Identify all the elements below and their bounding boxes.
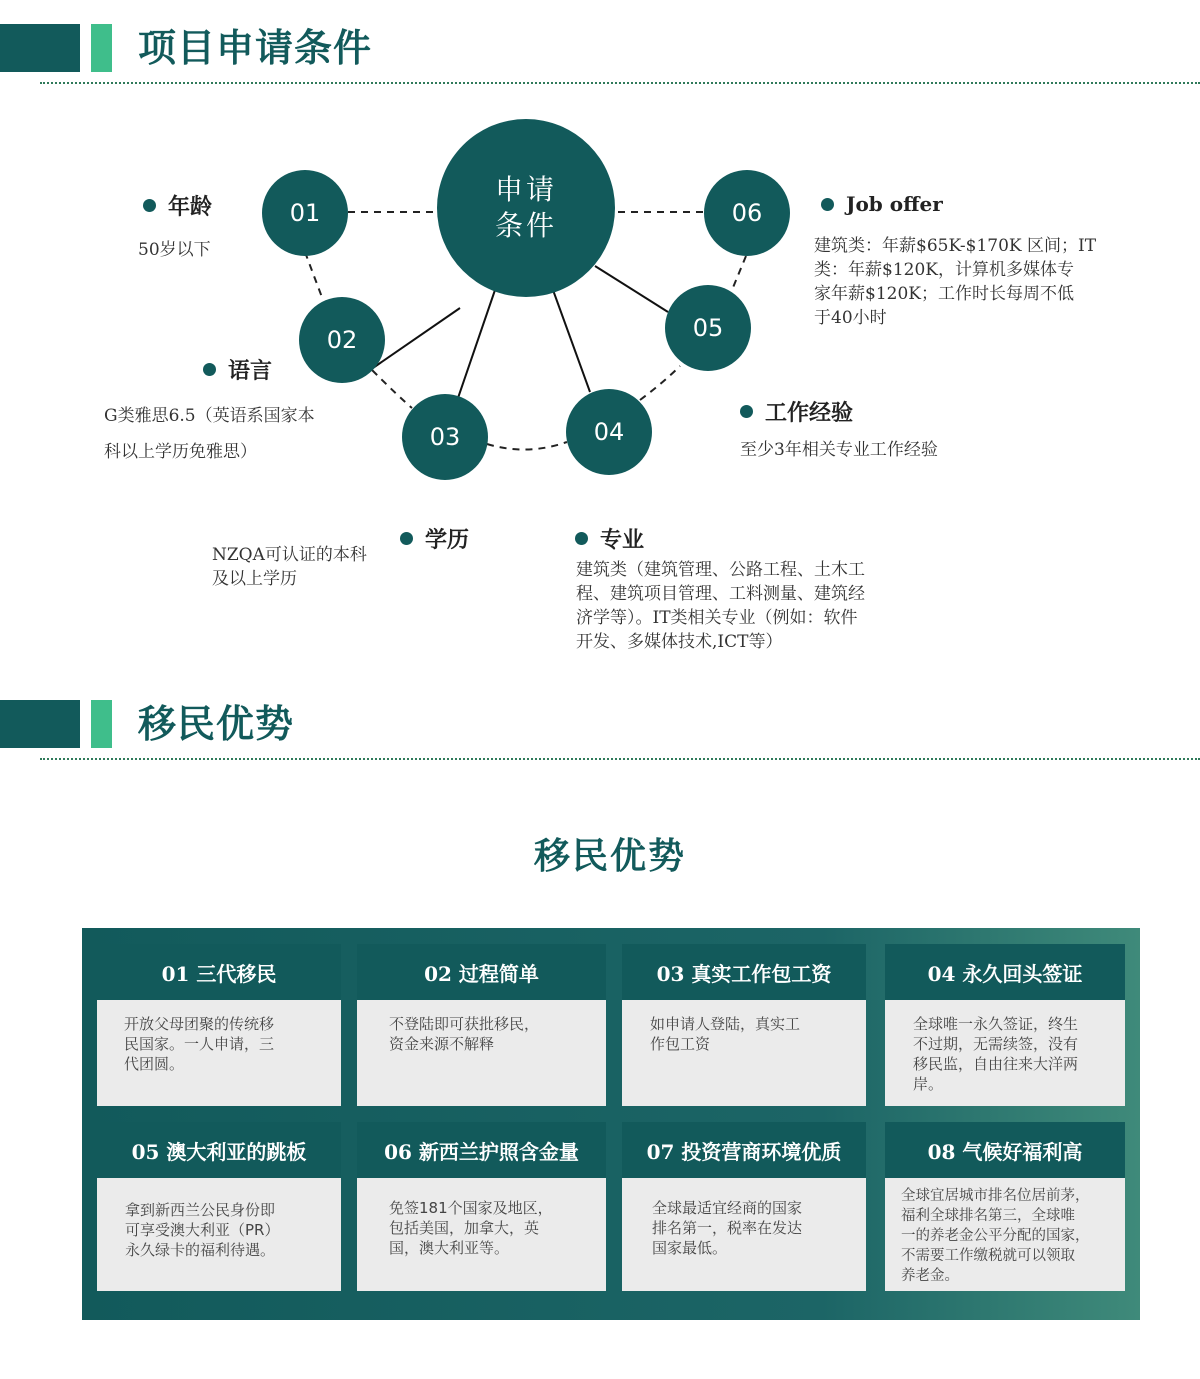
advantage-card-05 <box>97 1122 341 1291</box>
advantage-card-06 <box>357 1122 606 1291</box>
dotted-divider <box>40 758 1200 760</box>
card-body: 如申请人登陆，真实工 作包工资 <box>622 1000 866 1106</box>
label-work-experience-text: 工作经验 <box>765 401 854 426</box>
desc-job-offer: 建筑类：年薪$65K-$170K 区间；IT 类：年薪$120K，计算机多媒体专 家年薪$120K；工作时长每周不低 于40小时 <box>814 236 1097 328</box>
bullet-dot <box>821 198 834 211</box>
header-bar-light <box>91 24 112 72</box>
card-title: 03 真实工作包工资 <box>622 944 866 1000</box>
section-title: 移民优势 <box>138 702 295 746</box>
advantage-card-08 <box>885 1122 1125 1291</box>
desc-language: G类雅思6.5（英语系国家本 科以上学历免雅思） <box>104 406 315 462</box>
section-header-requirements <box>0 24 1200 104</box>
advantage-card-01 <box>97 944 341 1106</box>
node-06: 06 <box>704 170 790 256</box>
desc-age: 50岁以下 <box>138 240 211 260</box>
label-age <box>143 190 212 221</box>
section-title: 项目申请条件 <box>138 26 373 70</box>
center-line2: 条件 <box>494 209 557 242</box>
center-line1: 申请 <box>494 173 557 206</box>
requirements-diagram <box>0 100 1200 680</box>
card-body: 开放父母团聚的传统移 民国家。一人申请，三 代团圆。 <box>97 1000 341 1106</box>
card-body: 不登陆即可获批移民， 资金来源不解释 <box>357 1000 606 1106</box>
label-language-text: 语言 <box>228 359 273 384</box>
dash-03-04 <box>487 442 567 450</box>
label-major-text: 专业 <box>600 528 645 553</box>
card-title: 02 过程简单 <box>357 944 606 1000</box>
header-bar-dark <box>0 700 80 748</box>
dash-04-05 <box>640 366 680 400</box>
label-education-text: 学历 <box>425 528 470 553</box>
advantage-card-04 <box>885 944 1125 1106</box>
spoke-04 <box>553 290 590 392</box>
label-language <box>203 354 272 385</box>
dash-02-03 <box>372 370 412 408</box>
advantage-card-03 <box>622 944 866 1106</box>
label-job-offer-text: Job offer <box>846 192 943 216</box>
bullet-dot <box>203 363 216 376</box>
desc-work-experience: 至少3年相关专业工作经验 <box>740 440 938 460</box>
header-bar-dark <box>0 24 80 72</box>
card-body: 拿到新西兰公民身份即 可享受澳大利亚（PR） 永久绿卡的福利待遇。 <box>97 1178 341 1291</box>
card-body: 全球最适宜经商的国家 排名第一，税率在发达 国家最低。 <box>622 1178 866 1291</box>
bullet-dot <box>740 405 753 418</box>
spoke-03 <box>458 290 495 398</box>
desc-education: NZQA可认证的本科 及以上学历 <box>212 545 367 589</box>
advantage-card-02 <box>357 944 606 1106</box>
node-02: 02 <box>299 297 385 383</box>
card-title: 04 永久回头签证 <box>885 944 1125 1000</box>
label-job-offer <box>821 192 943 216</box>
node-03: 03 <box>402 394 488 480</box>
advantages-panel <box>82 928 1140 1320</box>
header-bar-light <box>91 700 112 748</box>
label-major <box>575 523 644 554</box>
card-body: 全球宜居城市排名位居前茅， 福利全球排名第三，全球唯 一的养老金公平分配的国家， 不需要工作缴税就可以领取 养老金。 <box>885 1178 1125 1291</box>
label-age-text: 年龄 <box>168 195 213 220</box>
card-title: 08 气候好福利高 <box>885 1122 1125 1178</box>
advantage-card-07 <box>622 1122 866 1291</box>
node-04: 04 <box>566 389 652 475</box>
label-work-experience <box>740 396 853 427</box>
card-title: 06 新西兰护照含金量 <box>357 1122 606 1178</box>
bullet-dot <box>143 199 156 212</box>
card-title: 01 三代移民 <box>97 944 341 1000</box>
dotted-divider <box>40 82 1200 84</box>
center-node <box>437 119 615 297</box>
card-body: 免签181个国家及地区， 包括美国，加拿大，英 国，澳大利亚等。 <box>357 1178 606 1291</box>
section-header-advantages <box>0 700 1200 780</box>
label-education <box>400 523 469 554</box>
card-title: 05 澳大利亚的跳板 <box>97 1122 341 1178</box>
desc-major: 建筑类（建筑管理、公路工程、土木工 程、建筑项目管理、工料测量、建筑经 济学等）。IT类相关专业（例如：软件 开发、多媒体技术,ICT等） <box>576 560 865 652</box>
node-05: 05 <box>665 285 751 371</box>
dash-05-06 <box>732 256 746 290</box>
node-01: 01 <box>262 170 348 256</box>
card-body: 全球唯一永久签证，终生 不过期，无需续签，没有 移民监，自由往来大洋两 岸。 <box>885 1000 1125 1106</box>
bullet-dot <box>575 532 588 545</box>
advantages-heading: 移民优势 <box>533 836 686 877</box>
spoke-05 <box>595 266 668 312</box>
card-title: 07 投资营商环境优质 <box>622 1122 866 1178</box>
